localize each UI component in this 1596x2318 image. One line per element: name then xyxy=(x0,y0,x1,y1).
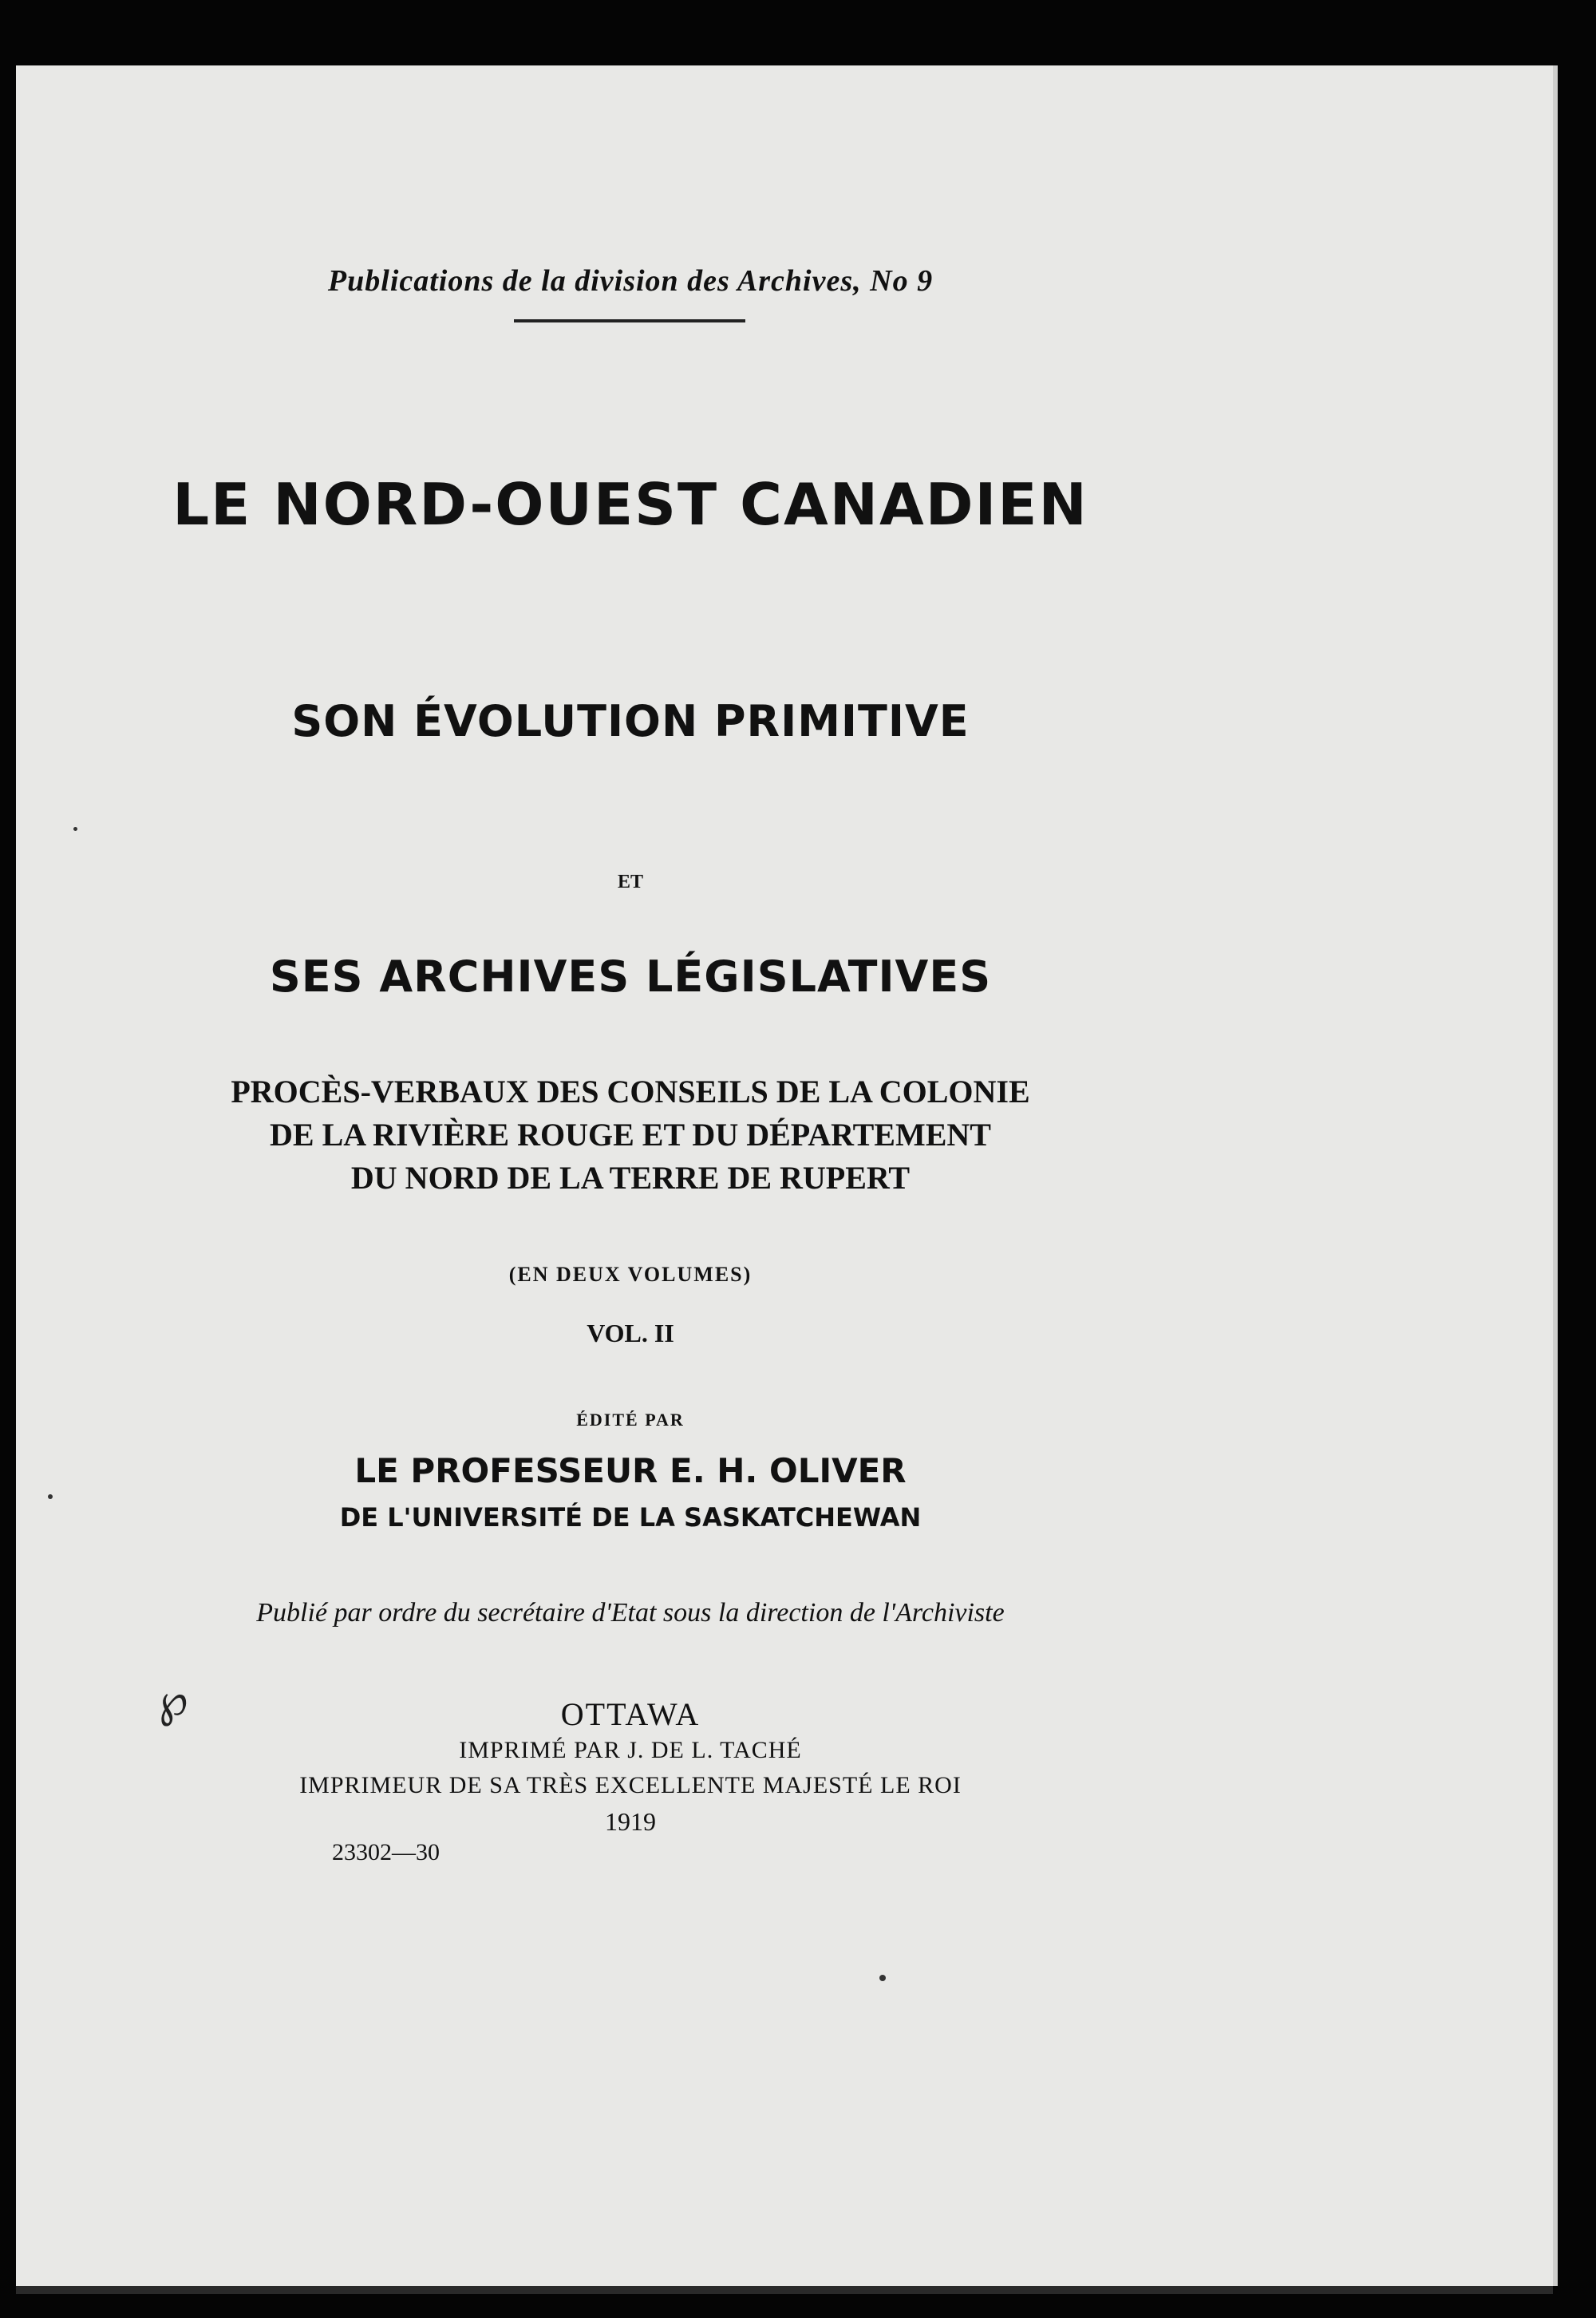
subtitle-conjunction: ET xyxy=(617,872,643,892)
publication-city: OTTAWA xyxy=(560,1696,701,1732)
paper-edge-shadow xyxy=(16,2286,1553,2294)
volume-number: VOL. II xyxy=(587,1319,674,1347)
dust-speck xyxy=(73,827,77,831)
handwritten-mark-icon: ℘ xyxy=(152,1672,192,1729)
printer-line-2: IMPRIMEUR DE SA TRÈS EXCELLENTE MAJESTÉ LE ROI xyxy=(299,1772,962,1798)
publication-year: 1919 xyxy=(605,1807,656,1836)
catalog-number: 23302—30 xyxy=(332,1839,440,1865)
paper-sheet xyxy=(16,65,1558,2286)
description-line-1: PROCÈS-VERBAUX DES CONSEILS DE LA COLONIE xyxy=(231,1074,1030,1110)
publication-authority: Publié par ordre du secrétaire d'Etat sous la direction de l'Archiviste xyxy=(256,1598,1005,1628)
editor-affiliation: DE L'UNIVERSITÉ DE LA SASKATCHEWAN xyxy=(339,1502,922,1533)
page-title: LE NORD-OUEST CANADIEN xyxy=(172,471,1088,538)
printer-line-1: IMPRIMÉ PAR J. DE L. TACHÉ xyxy=(459,1737,802,1763)
subtitle-evolution: SON ÉVOLUTION PRIMITIVE xyxy=(291,696,970,746)
volumes-note: (EN DEUX VOLUMES) xyxy=(508,1263,753,1286)
series-header: Publications de la division des Archives, No 9 xyxy=(327,264,934,298)
subtitle-archives: SES ARCHIVES LÉGISLATIVES xyxy=(269,951,992,1002)
dust-speck xyxy=(48,1494,53,1499)
header-rule xyxy=(514,319,745,322)
dust-speck xyxy=(879,1975,886,1981)
editor-label: ÉDITÉ PAR xyxy=(576,1410,685,1430)
editor-name: LE PROFESSEUR E. H. OLIVER xyxy=(354,1451,907,1490)
description-line-2: DE LA RIVIÈRE ROUGE ET DU DÉPARTEMENT xyxy=(270,1117,991,1153)
description-line-3: DU NORD DE LA TERRE DE RUPERT xyxy=(350,1160,911,1196)
